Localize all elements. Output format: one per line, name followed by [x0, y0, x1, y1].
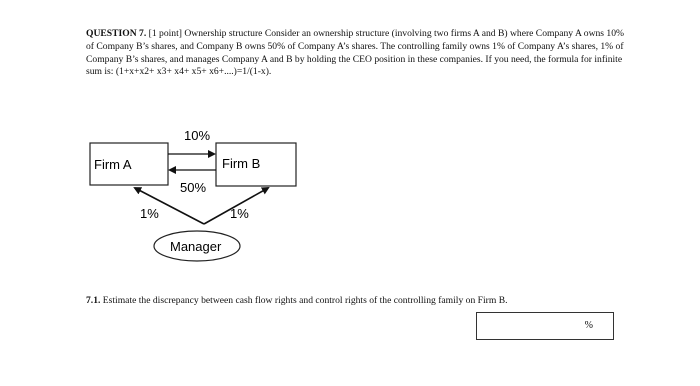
subquestion-text [86, 295, 508, 306]
manager-to-b-percent: 1% [230, 206, 249, 221]
question-number: QUESTION 7. [86, 28, 147, 39]
manager-label: Manager [170, 239, 222, 254]
firm-a-label: Firm A [94, 157, 132, 172]
question-body: [1 point] Ownership structure Consider an ownership structure (involving two firms A and B) where Company A owns 10% of Company B’s shares, and Company B owns 50% of Company A’s shares. The controlling family owns 1% of Company A’s shares, 1% of Company B’s shares, and manages Company A and B by holding the CEO position in these companies. If you need, the formula for infinite sum is: (1+x+x2+ x3+ x4+ x5+ x6+....)=1/(1-x). [86, 28, 625, 78]
answer-input[interactable] [476, 312, 614, 340]
a-to-b-percent: 10% [184, 128, 211, 143]
b-to-a-percent: 50% [180, 180, 207, 195]
subquestion-number: 7.1. [86, 295, 101, 306]
firm-b-label: Firm B [222, 156, 261, 171]
manager-to-a-percent: 1% [140, 206, 159, 221]
subquestion-body: Estimate the discrepancy between cash flow rights and control rights of the controlling family on Firm B. [102, 295, 508, 306]
percent-unit-label: % [584, 320, 593, 331]
